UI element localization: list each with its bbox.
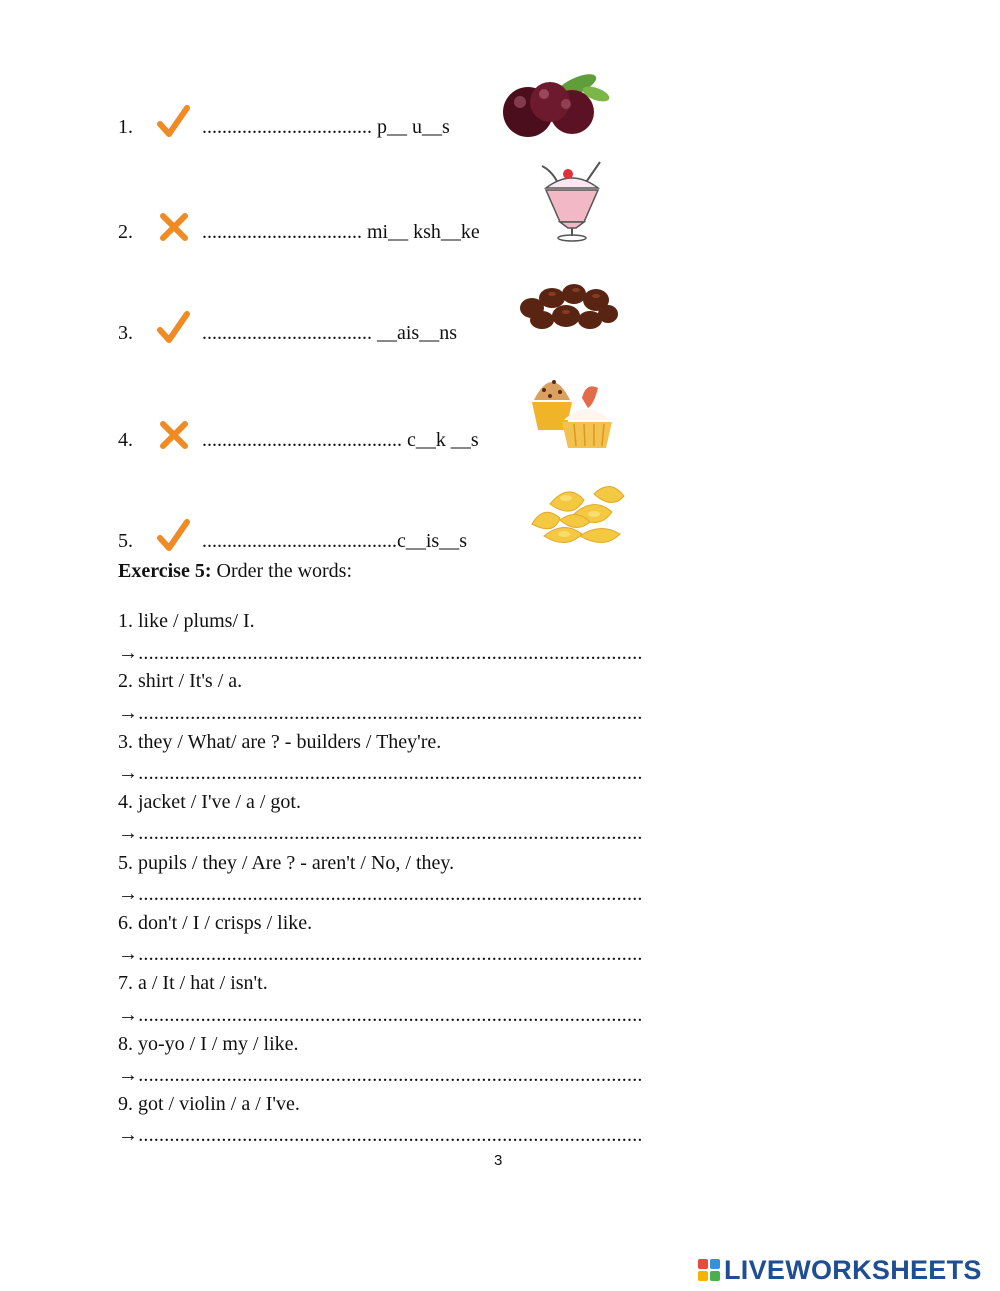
- question-9: 9. got / violin / a / I've.: [118, 1093, 300, 1115]
- liveworksheets-logo[interactable]: [698, 1254, 982, 1286]
- item-number: 3.: [118, 322, 133, 344]
- question-7: 7. a / It / hat / isn't.: [118, 972, 268, 994]
- question-1: 1. like / plums/ I.: [118, 610, 255, 632]
- crisps-picture: [524, 474, 630, 550]
- answer-line-1[interactable]: →.................................................................................................: [118, 642, 643, 664]
- item-number: 5.: [118, 530, 133, 552]
- answer-line-6[interactable]: →.................................................................................................: [118, 943, 643, 965]
- question-3: 3. they / What/ are ? - builders / They're.: [118, 731, 442, 753]
- item-number: 4.: [118, 429, 133, 451]
- question-2: 2. shirt / It's / a.: [118, 670, 243, 692]
- question-8: 8. yo-yo / I / my / like.: [118, 1033, 299, 1055]
- check-icon: [154, 516, 194, 556]
- check-icon: [154, 308, 194, 348]
- exercise5-label: Exercise 5:: [118, 560, 212, 582]
- item-number: 2.: [118, 221, 133, 243]
- cakes-picture: [528, 368, 616, 450]
- question-5: 5. pupils / they / Are ? - aren't / No, / they.: [118, 852, 455, 874]
- logo-blocks-icon: [698, 1259, 720, 1281]
- exercise5-instruction: Order the words:: [211, 560, 353, 582]
- answer-line-9[interactable]: →.................................................................................................: [118, 1124, 643, 1146]
- page-number: 3: [494, 1152, 503, 1169]
- answer-line-5[interactable]: →.................................................................................................: [118, 883, 643, 905]
- answer-blank[interactable]: .................................. p__ u__s: [202, 116, 450, 138]
- answer-line-2[interactable]: →.................................................................................................: [118, 702, 643, 724]
- answer-blank[interactable]: ................................ mi__ ksh__ke: [202, 221, 480, 243]
- exercise5-heading: [118, 560, 352, 583]
- answer-line-7[interactable]: →.................................................................................................: [118, 1004, 643, 1026]
- question-6: 6. don't / I / crisps / like.: [118, 912, 313, 934]
- answer-blank[interactable]: .......................................c__is__s: [202, 530, 467, 552]
- answer-line-8[interactable]: →.................................................................................................: [118, 1064, 643, 1086]
- logo-text: LIVEWORKSHEETS: [724, 1254, 982, 1285]
- check-icon: [154, 102, 194, 142]
- question-4: 4. jacket / I've / a / got.: [118, 791, 301, 813]
- plums-picture: [498, 68, 614, 138]
- milkshake-picture: [532, 160, 610, 244]
- cross-icon: [154, 415, 194, 455]
- answer-line-3[interactable]: →.................................................................................................: [118, 762, 643, 784]
- raisins-picture: [512, 268, 622, 338]
- answer-blank[interactable]: .................................. __ais__ns: [202, 322, 457, 344]
- item-number: 1.: [118, 116, 133, 138]
- cross-icon: [154, 207, 194, 247]
- answer-line-4[interactable]: →.................................................................................................: [118, 822, 643, 844]
- answer-blank[interactable]: ........................................ c__k __s: [202, 429, 479, 451]
